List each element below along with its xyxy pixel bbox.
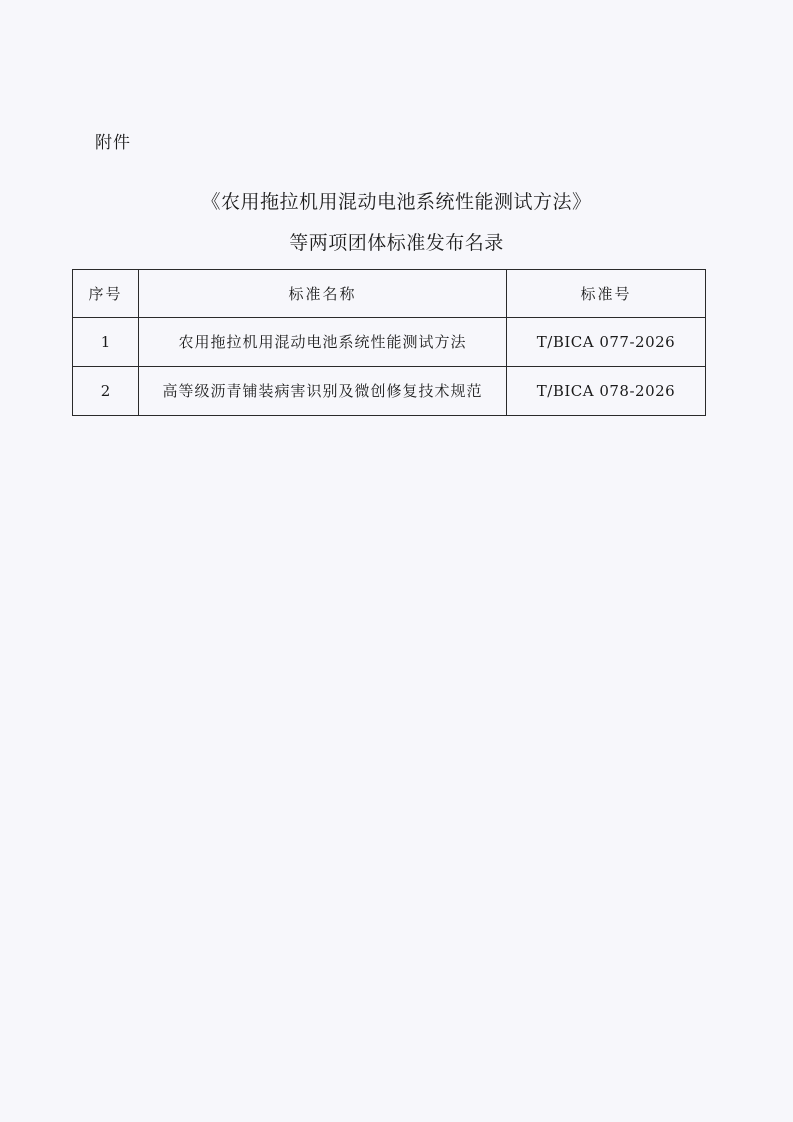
table-header-row	[73, 270, 706, 318]
document-title-line-2: 等两项团体标准发布名录	[289, 232, 504, 254]
row-serial-number: 2	[73, 367, 139, 416]
row-standard-name	[139, 367, 507, 416]
attachment-label: 附件	[95, 133, 131, 153]
standards-table	[72, 269, 706, 416]
row-standard-name-text: 农用拖拉机用混动电池系统性能测试方法	[178, 333, 467, 351]
header-serial-number: 序号	[73, 270, 139, 318]
header-standard-name: 标准名称	[139, 270, 507, 318]
document-title-line-1: 《农用拖拉机用混动电池系统性能测试方法》	[201, 191, 592, 213]
row-standard-code: T/BICA 077-2026	[507, 318, 706, 367]
row-standard-name	[139, 318, 507, 367]
table-row	[73, 367, 706, 416]
table-row	[73, 318, 706, 367]
header-standard-code: 标准号	[507, 270, 706, 318]
row-standard-name-text: 高等级沥青铺装病害识别及微创修复技术规范	[162, 382, 483, 400]
row-standard-code: T/BICA 078-2026	[507, 367, 706, 416]
row-serial-number: 1	[73, 318, 139, 367]
